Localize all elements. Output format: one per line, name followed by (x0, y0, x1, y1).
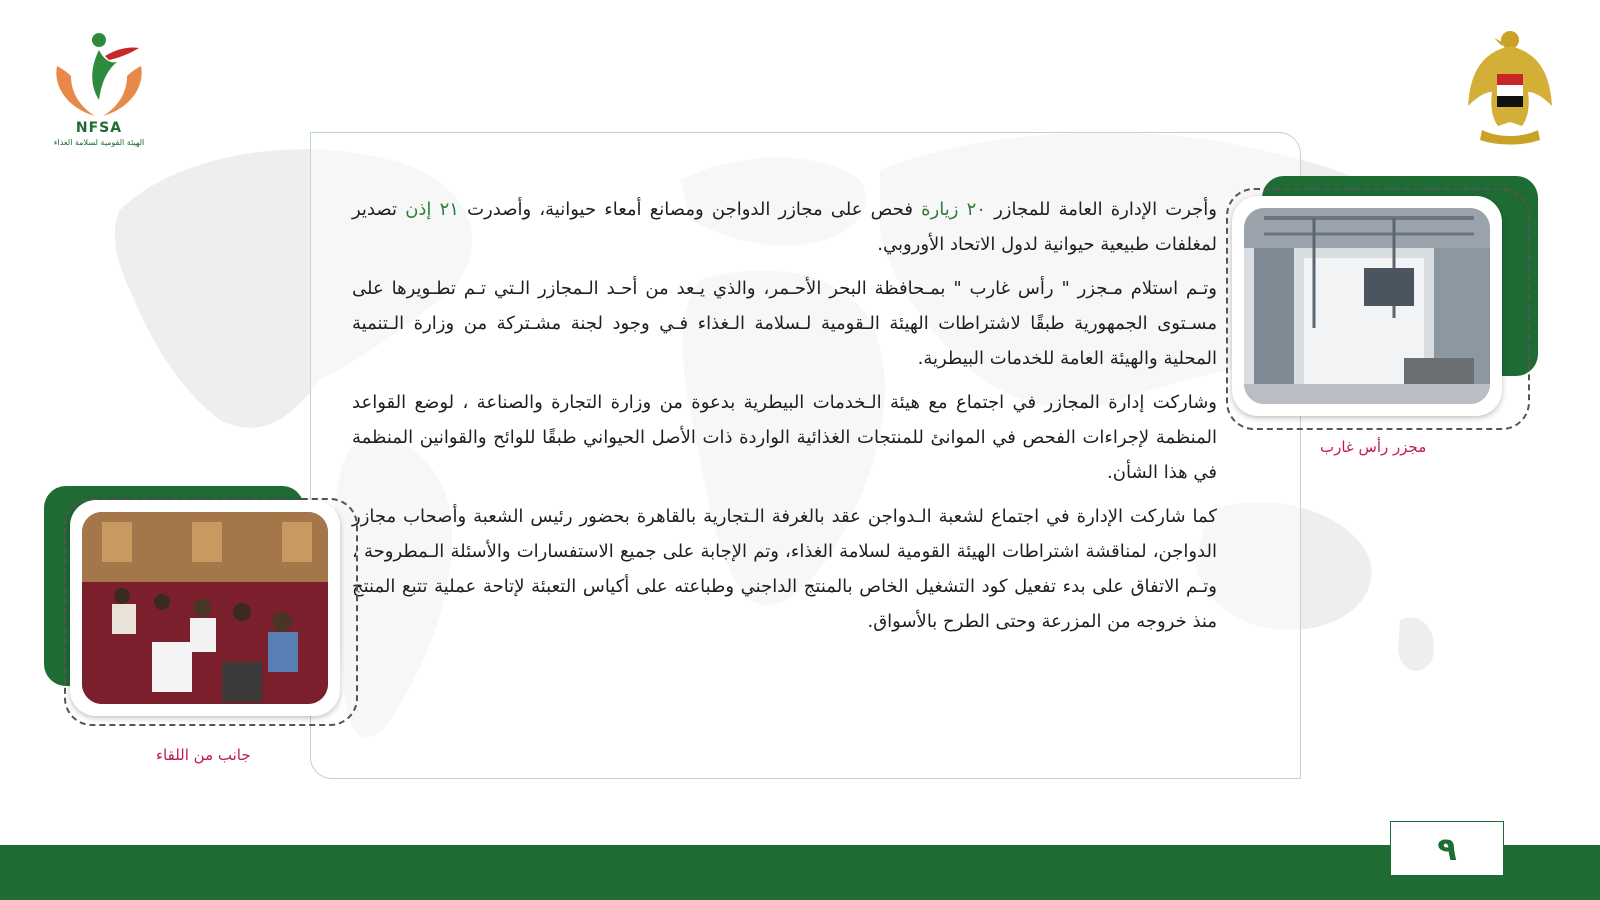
paragraph-vet-meeting: وشاركت إدارة المجازر في اجتماع مع هيئة الـخدمات البيطرية بدعوة من وزارة التجارة والصناعة ، لوضع القواعد المنظمة لإجراءات الفحص في الموانئ للمنتجات الغذائية الواردة ذات الأصل الحيواني طبقًا للوائح والقوانين المنظمة في هذا الشأن. (352, 392, 1217, 483)
page-number: ٩ (1390, 821, 1504, 876)
body-text (352, 192, 1217, 648)
paragraph-poultry-meeting: كما شاركت الإدارة في اجتماع لشعبة الـدواجن عقد بالغرفة الـتجارية بالقاهرة بحضور رئيس الشعبة وأصحاب مجازر الدواجن، لمناقشة اشتراطات الهيئة القومية لسلامة الغذاء، وتم الإجابة على جميع الاستفسارات والأسئلة الـمطروحة ، وتـم الاتفاق على بدء تفعيل كود التشغيل الخاص بالمنتج الداجني وطباعته على أكياس التعبئة لإتاحة عملية تتبع المنتج منذ خروجه من المزرعة وحتى الطرح بالأسواق. (352, 506, 1217, 632)
nfsa-logo (44, 26, 154, 161)
paragraph-ras-gharib: وتـم استلام مـجزر " رأس غارب " بمـحافظة البحر الأحـمر، والذي يـعد من أحـد الـمجازر الـتي تـم تطـويرها على مسـتوى الجمهورية طبقًا لاشتراطات الهيئة الـقومية لـسلامة الـغذاء فـي وجود لجنة مشـتركة من وزارة الـتنمية المحلية والهيئة العامة للخدمات البيطرية. (352, 278, 1217, 369)
meeting-caption: جانب من اللقاء (156, 746, 251, 764)
highlight-visits: ٢٠ زيارة (921, 199, 986, 220)
paragraph-inspections: وأجرت الإدارة العامة للمجازر ٢٠ زيارة فحص على مجازر الدواجن ومصانع أمعاء حيوانية، وأصدرت ٢١ إذن تصدير لمغلفات طبيعية حيوانية لدول الاتحاد الأوروبي. (352, 199, 1218, 255)
meeting-photo-card (44, 486, 364, 736)
nfsa-name: NFSA (75, 120, 123, 136)
slaughterhouse-photo-card (1226, 176, 1546, 436)
footer-band (0, 845, 1600, 900)
meeting-photo (82, 512, 328, 704)
slaughterhouse-caption: مجزر رأس غارب (1320, 438, 1427, 456)
nfsa-subtitle: الهيئة القومية لسلامة الغذاء (53, 138, 145, 147)
highlight-permits: ٢١ إذن (405, 199, 459, 220)
egypt-eagle-emblem-icon (1464, 26, 1556, 148)
nfsa-hands-icon (49, 26, 149, 122)
slaughterhouse-photo (1244, 208, 1490, 404)
